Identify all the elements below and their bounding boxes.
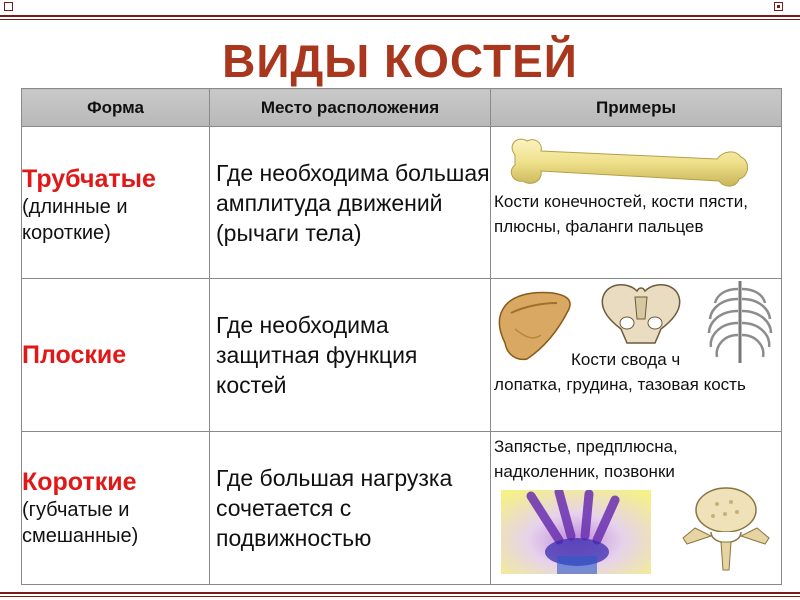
- examples-text-line1: Кости свода ч: [571, 350, 681, 369]
- place-text: Где необходима защитная функция костей: [216, 312, 418, 398]
- table-row: [22, 127, 782, 279]
- type-name: Плоские: [22, 341, 127, 369]
- table-row: [22, 432, 782, 585]
- bottom-rule: [0, 592, 800, 594]
- examples-text: Кости конечностей, кости пясти, плюсны, фаланги пальцев: [494, 192, 748, 236]
- place-text: Где большая нагрузка сочетается с подвижностью: [216, 465, 453, 551]
- scapula-icon: [497, 289, 575, 363]
- corner-square-left: [4, 2, 13, 11]
- hand-xray-icon: [501, 490, 651, 574]
- header-place: Место расположения: [210, 89, 491, 127]
- bottom-rule-thin: [0, 596, 800, 597]
- examples-cell: [491, 127, 782, 279]
- type-subtitle: (губчатые и смешанные): [22, 499, 139, 547]
- place-text: Где необходима большая амплитуда движений (рычаги тела): [216, 159, 490, 246]
- header-form: Форма: [22, 89, 210, 127]
- top-rule: [0, 15, 800, 17]
- corner-square-right-dot: [777, 5, 780, 8]
- pelvis-icon: [599, 279, 683, 347]
- type-cell: [22, 279, 210, 432]
- bone-types-table: [21, 88, 782, 585]
- rib-cage-icon: [705, 279, 775, 365]
- type-name: Трубчатые: [22, 164, 156, 193]
- place-cell: [210, 432, 491, 585]
- header-examples: Примеры: [491, 89, 782, 127]
- place-cell: [210, 127, 491, 279]
- type-cell: [22, 127, 210, 279]
- top-rule-thin: [0, 19, 800, 20]
- table-row: [22, 279, 782, 432]
- vertebra-icon: [681, 484, 771, 572]
- table-header-row: [22, 89, 782, 127]
- type-cell: [22, 432, 210, 585]
- page-title: ВИДЫ КОСТЕЙ: [222, 35, 578, 87]
- type-subtitle: (длинные и короткие): [22, 195, 128, 244]
- examples-cell: [491, 279, 782, 432]
- examples-cell: [491, 432, 782, 585]
- type-name: Короткие: [22, 468, 137, 496]
- place-cell: [210, 279, 491, 432]
- examples-text: Запястье, предплюсна, надколенник, позвонки: [494, 437, 678, 481]
- long-bone-icon: [505, 133, 755, 193]
- examples-text-line2: лопатка, грудина, тазовая кость: [494, 375, 746, 394]
